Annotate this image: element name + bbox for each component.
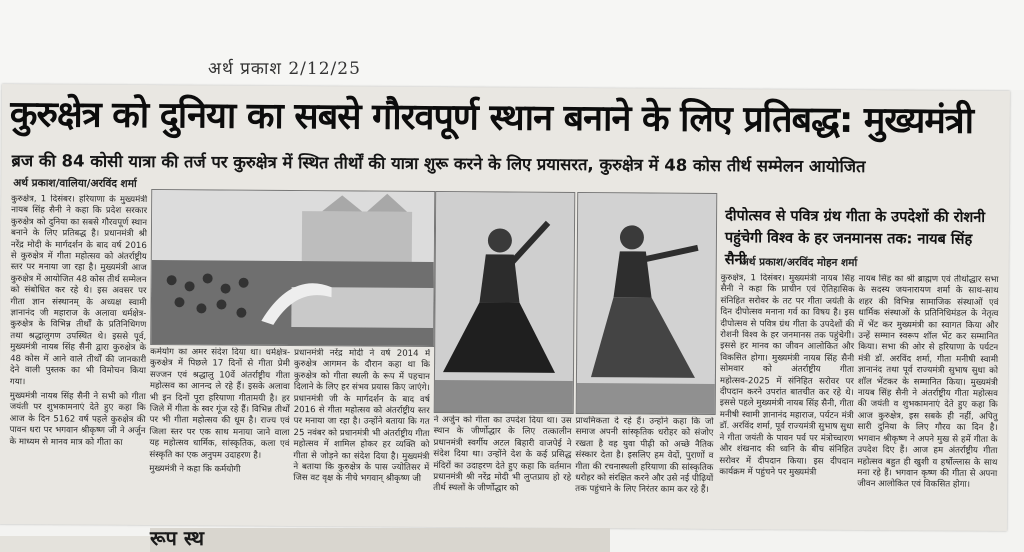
article-column-2	[149, 347, 290, 524]
adjacent-newspaper-strip	[150, 528, 610, 552]
column-1-paragraph-a: कुरुक्षेत्र, 1 दिसंबर। हरियाणा के मुख्यमंत्री नायब सिंह सैनी ने कहा कि प्रदेश सरकार कुरुक्षेत्र को दुनिया का सबसे गौरवपूर्ण स्थान बनाने के लिए प्रतिबद्ध है। प्रधानमंत्री श्री नरेंद्र मोदी के मार्गदर्शन के बाद वर्ष 2016 से कुरुक्षेत्र में गीता महोत्सव को अंतर्राष्ट्रीय स्तर पर मनाया जा रहा है। मुख्यमंत्री आज कुरुक्षेत्र में आयोजित 48 कोस तीर्थ सम्मेलन को संबोधित कर रहे थे। इस अवसर पर गीता ज्ञान संस्थानम् के अध्यक्ष स्वामी ज्ञानानंद जी महाराज के अलावा धर्मक्षेत्र-कुरुक्षेत्र के विभिन्न तीर्थों के प्रतिनिधिगण तथा श्रद्धालुगण उपस्थित थे। इससे पूर्व, मुख्यमंत्री नायब सिंह सैनी द्वारा कुरुक्षेत्र के 48 कोस में आने वाले तीर्थों की जानकारी देने वाली पुस्तक का भी विमोचन किया गया।	[9, 194, 148, 387]
column-2-paragraph-b: मुख्यमंत्री ने कहा कि कर्मयोगी	[149, 464, 241, 475]
article-column-4	[433, 415, 572, 526]
byline-right: अर्थ प्रकाश/अरविंद मोहन शर्मा	[740, 256, 858, 269]
scan-background	[0, 0, 1024, 90]
article-column-3	[293, 348, 430, 525]
dancer-photo-illustration-left	[435, 192, 575, 413]
photo-dancer-right	[576, 192, 718, 415]
article-column-6	[719, 273, 855, 528]
column-6-paragraph: कुरुक्षेत्र, 1 दिसंबर। मुख्यमंत्री नायब सिंह सैनी ने कहा कि प्राचीन एवं ऐतिहासिक संनिहित सरोवर के तट पर गीता जयंती के दिन दीपोत्सव मनाना गर्व का विषय है। इस दीपोत्सव से पवित्र ग्रंथ गीता के उपदेशों की रोशनी विश्व के हर जनमानस तक पहुंचेगी। इससे हर मानव का जीवन आलोकित और विकसित होगा। मुख्यमंत्री नायब सिंह सैनी सोमवार को अंतर्राष्ट्रीय गीता महोत्सव-2025 में संनिहित सरोवर पर दीपदान करने उपरांत बातचीत कर रहे थे। इससे पहले मुख्यमंत्री नायब सिंह सैनी, गीता मनीषी स्वामी ज्ञानानंद महाराज, पर्यटन मंत्री डॉ. अरविंद शर्मा, पूर्व राज्यमंत्री सुभाष सुधा ने गीता जयंती के पावन पर्व पर मंत्रोच्चारण और शंखनाद की ध्वनि के बीच संनिहित सरोवर में दीपदान किया। इस दीपदान कार्यक्रम में पहुंचने पर मुख्यमंत्री	[719, 273, 855, 478]
column-1-paragraph-b: मुख्यमंत्री नायब सिंह सैनी ने सभी को गीता जयंती पर शुभकामनाएं देते हुए कहा कि आज के दिन 5162 वर्ष पहले कुरुक्षेत्र की पावन धरा पर भगवान श्रीकृष्ण जी ने अर्जुन के माध्यम से मानव मात्र को गीता का	[9, 390, 146, 448]
newspaper-clipping	[0, 84, 1010, 531]
subheadline: ब्रज की 84 कोसी यात्रा की तर्ज पर कुरुक्षेत्र में स्थित तीर्थों की यात्रा शुरू करने के लिए प्रयासरत, कुरुक्षेत्र में 48 कोस तीर्थ सम्मेलन आयोजित	[11, 151, 866, 177]
photo-crowd-lakeside	[150, 189, 435, 347]
article-column-7	[857, 274, 999, 529]
column-5-paragraph: प्राथमिकता दे रहे हैं। उन्होंने कहा कि जो समाज अपनी सांस्कृतिक धरोहर को संजोए रखता है वह युवा पीढ़ी को अच्छे नैतिक संस्कार देता है। इसलिए हम वेदों, पुराणों व गीता की रचनास्थली हरियाणा की सांस्कृतिक धरोहर को संरक्षित करने और उसे नई पीढ़ियों तक पहुंचाने के लिए निरंतर काम कर रहे हैं।	[575, 416, 714, 496]
column-4-paragraph: ने अर्जुन को गीता का उपदेश दिया था। उस स्थान के जीर्णोद्धार के लिए तत्कालीन प्रधानमंत्री स्वर्गीय अटल बिहारी वाजपेई ने संदेश दिया था। उन्होंने देश के कई प्रसिद्ध मंदिरों का उदाहरण देते हुए कहा कि वर्तमान प्रधानमंत्री श्री नरेंद्र मोदी भी लुप्तप्राय हो रहे तीर्थ स्थलों के जीर्णोद्धार को	[433, 415, 572, 495]
photo-dancer-left	[434, 191, 576, 414]
side-headline: दीपोत्सव से पवित्र ग्रंथ गीता के उपदेशों की रोशनी पहुंचेगी विश्व के हर जनमानस तक: नायब सिंह सैनी	[724, 208, 986, 269]
column-7-paragraph: नायब सिंह का श्री ब्राह्मण एवं तीर्थोद्धार सभा के सदस्य जयनारायण शर्मा के साथ-साथ शहर की विभिन्न सामाजिक संस्थाओं एवं धार्मिक संस्थाओं के प्रतिनिधिमंडल के नेतृत्व में भेंट कर मुख्यमंत्री का स्वागत किया और उन्हें सम्मान स्वरूप शॉल भेंट कर सम्मानित किया। सभा की ओर से हरियाणा के पर्यटन मंत्री डॉ. अरविंद शर्मा, गीता मनीषी स्वामी ज्ञानानंद तथा पूर्व राज्यमंत्री सुभाष सुधा को शॉल भेंटकर के सम्मानित किया। मुख्यमंत्री नायब सिंह सैनी ने अंतर्राष्ट्रीय गीता महोत्सव की जयंती व शुभकामनाएं देते हुए कहा कि आज कुरुक्षेत्र, इस सबके ही नहीं, अपितु सारी दुनिया के लिए गौरव का दिन है। भगवान श्रीकृष्ण ने अपने मुख से हमें गीता के उपदेश दिए हैं। आज हम अंतर्राष्ट्रीय गीता महोत्सव बहुत ही खुशी व हर्षोल्लास के साथ मना रहे हैं। भगवान कृष्ण की गीता से अपना जीवन आलोकित एवं विकसित होगा।	[857, 273, 999, 491]
article-column-1	[9, 194, 147, 523]
handwritten-date-note: अर्थ प्रकाश 2/12/25	[208, 59, 361, 79]
column-2-paragraph-a: कर्मयोग का अमर संदेश दिया था। धर्मक्षेत्र-कुरुक्षेत्र में पिछले 17 दिनों से गीता प्रेमी सज्जन एवं श्रद्धालु 10वें अंतर्राष्ट्रीय गीता महोत्सव का आनन्द ले रहे हैं। इसके अलावा भी इन दिनों पूरा हरियाणा गीतामयी है। हर जिले में गीता के स्वर गूंज रहे हैं। विभिन्न तीर्थों पर भी गीता महोत्सव की धूम है। राज्य एवं जिला स्तर पर एक साथ मनाया जाने वाला यह महोत्सव धार्मिक, सांस्कृतिक, कला एवं संस्कृति का एक अनुपम उदाहरण है।	[149, 347, 291, 461]
main-headline: कुरुक्षेत्र को दुनिया का सबसे गौरवपूर्ण स्थान बनाने के लिए प्रतिबद्ध: मुख्यमंत्री	[9, 94, 974, 142]
adjacent-newspaper-text: रूप स्थ	[150, 526, 205, 550]
dancer-photo-illustration-right	[577, 193, 717, 414]
crowd-photo-illustration	[151, 190, 434, 346]
byline-left: अर्थ प्रकाश/वालिया/अरविंद शर्मा	[13, 177, 137, 190]
column-3-paragraph: प्रधानमंत्री नरेंद्र मोदी ने वर्ष 2014 में कुरुक्षेत्र आगमन के दौरान कहा था कि कुरुक्षेत्र को गीता स्थली के रूप में पहचान दिलाने के लिए हर संभव प्रयास किए जाएंगे। प्रधानमंत्री जी के मार्गदर्शन के बाद वर्ष 2016 से गीता महोत्सव को अंतर्राष्ट्रीय स्तर पर मनाया जा रहा है। उन्होंने बताया कि गत 25 नवंबर को प्रधानमंत्री भी अंतर्राष्ट्रीय गीता महोत्सव में शामिल होकर हर व्यक्ति को गीता से जोड़ने का संदेश दिया है। मुख्यमंत्री ने बताया कि कुरुक्षेत्र के पास ज्योतिसर में जिस वट वृक्ष के नीचे भगवान् श्रीकृष्ण जी	[293, 348, 431, 485]
article-column-5	[575, 416, 714, 527]
adjacent-clipping-edge	[0, 536, 150, 552]
